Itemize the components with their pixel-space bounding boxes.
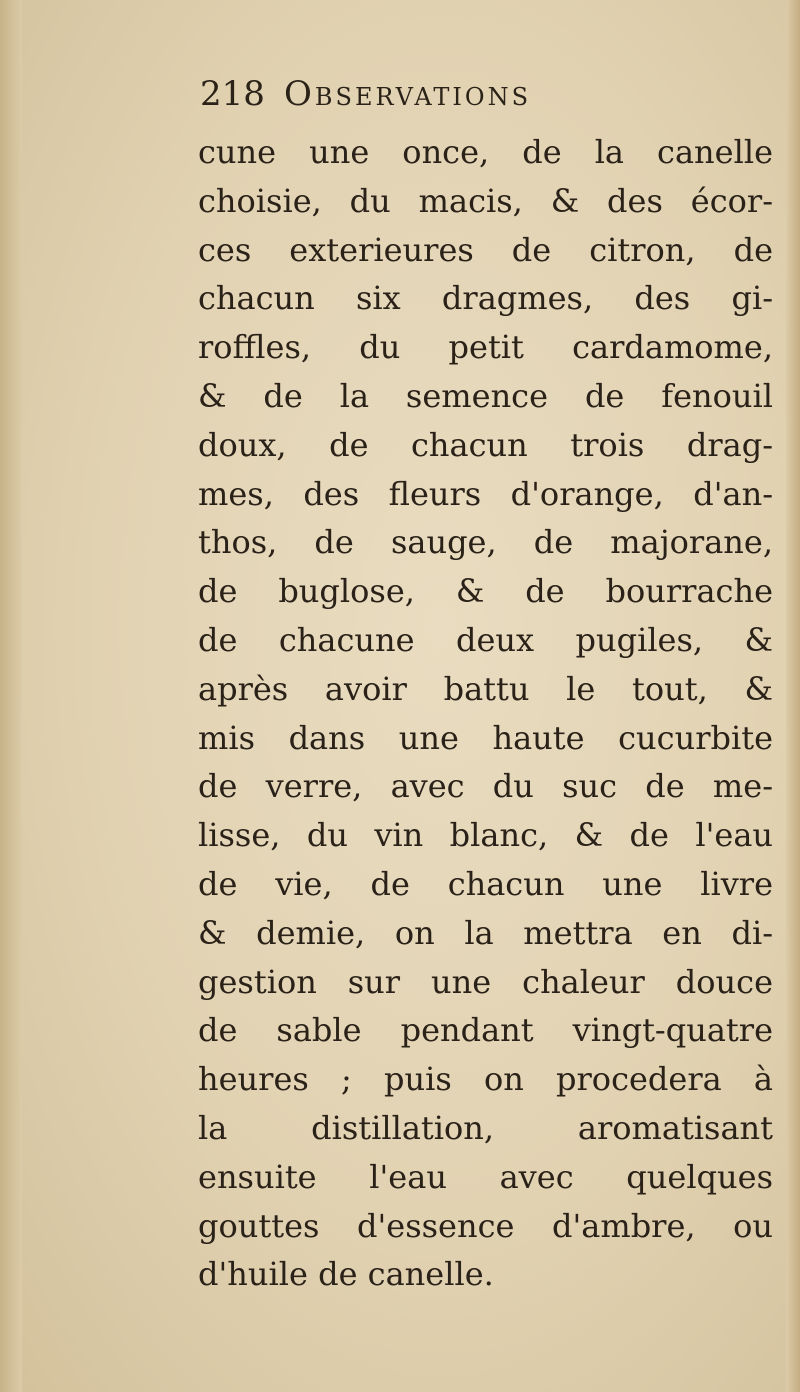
text-line: thos, de sauge, de majorane, [198,523,773,562]
page-number: 218 [200,74,265,114]
text-line: chacun six dragmes, des gi- [198,279,773,318]
running-head: Observations [284,74,532,114]
text-line: cune une once, de la canelle [198,133,773,171]
text-line: après avoir battu le tout, & [198,669,773,708]
text-line: heures ; puis on procedera à [198,1060,773,1099]
text-line: de buglose, & de bourrache [198,572,773,611]
text-line: d'huile de canelle. [198,1255,494,1294]
page-edge-left [0,0,22,1392]
text-line: mis dans une haute cucurbite [198,718,773,757]
text-line: mes, des fleurs d'orange, d'an- [198,474,773,513]
text-line: choisie, du macis, & des écor- [198,181,773,220]
page-edge-right [786,0,800,1392]
text-line: lisse, du vin blanc, & de l'eau [198,816,773,855]
text-line: de vie, de chacun une livre [198,864,773,903]
text-line: & demie, on la mettra en di- [198,913,773,952]
text-line: la distillation, aromatisant [198,1108,773,1147]
text-line: de chacune deux pugiles, & [198,620,773,659]
text-line: ensuite l'eau avec quelques [198,1157,773,1196]
text-line: ces exterieures de citron, de [198,230,773,269]
text-line: & de la semence de fenouil [198,376,773,415]
text-line: de verre, avec du suc de me- [198,767,773,806]
text-line: roffles, du petit cardamome, [198,328,773,367]
text-line: gestion sur une chaleur douce [198,962,773,1001]
text-line: gouttes d'essence d'ambre, ou [198,1206,773,1245]
page-header [200,74,531,114]
text-line: de sable pendant vingt-quatre [198,1011,773,1050]
text-line: doux, de chacun trois drag- [198,425,773,464]
body-text [198,128,773,1299]
